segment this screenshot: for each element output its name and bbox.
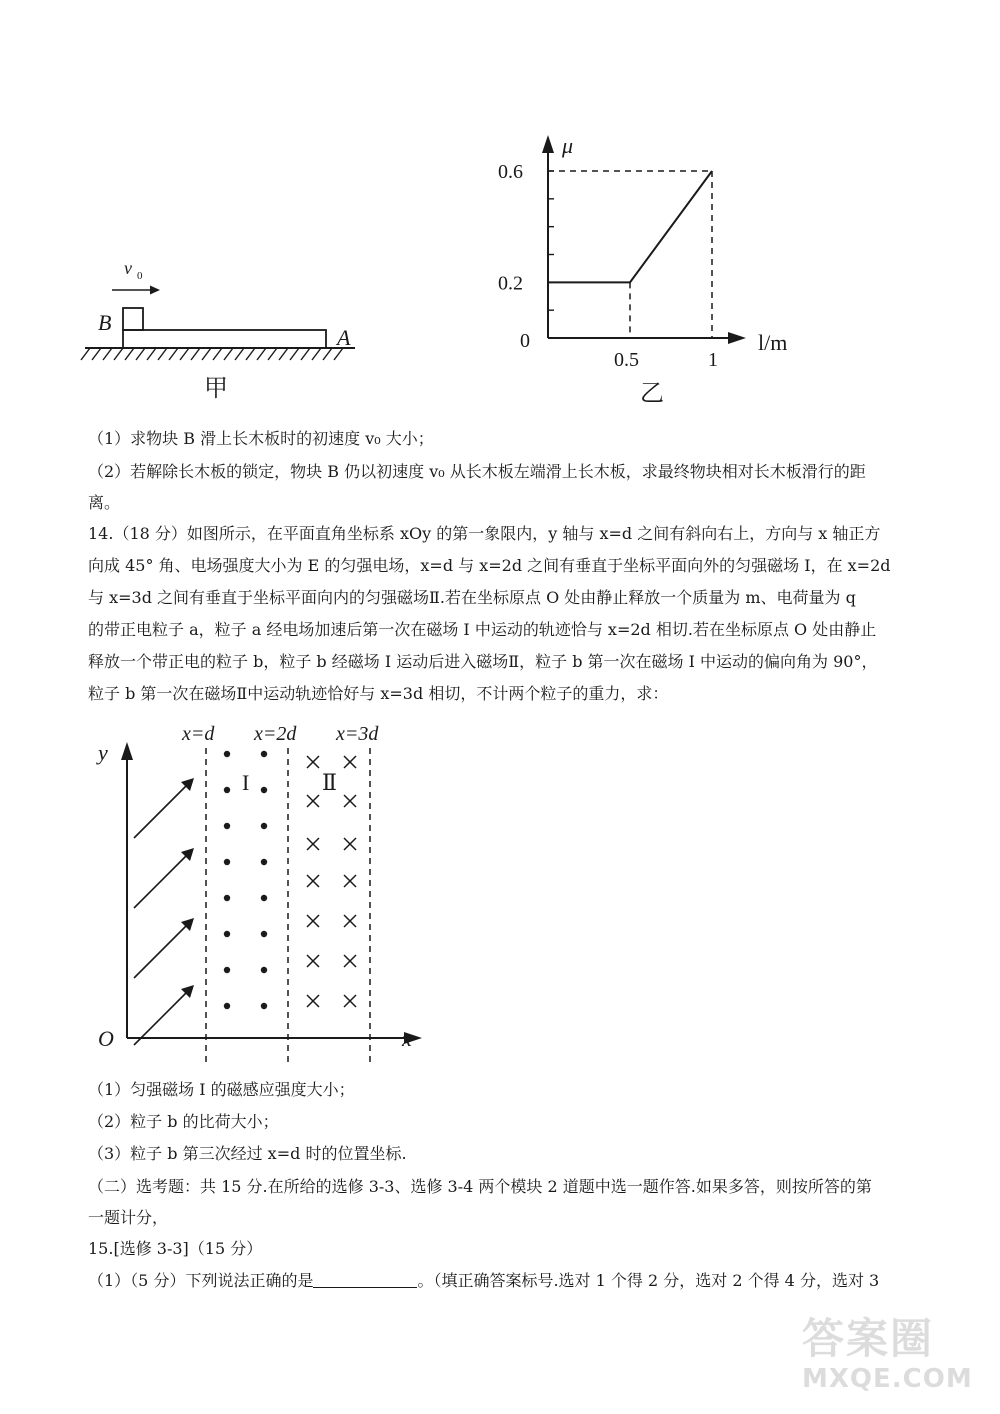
label-origin: O [98, 1026, 114, 1051]
q14-sub3: （3）粒子 b 第三次经过 x=d 时的位置坐标. [88, 1144, 407, 1163]
figure-jia [80, 250, 380, 410]
label-x: x [402, 1026, 412, 1051]
figure-yi-chart [490, 125, 820, 415]
ground-hatch-line [301, 348, 310, 360]
field-out-dot [224, 787, 230, 793]
ground-hatch-line [312, 348, 321, 360]
region-1-label: I [242, 770, 250, 795]
q14-line5: 释放一个带正电的粒子 b，粒子 b 经磁场 I 运动后进入磁场Ⅱ，粒子 b 第一次在磁场 I 中运动的偏向角为 90°， [88, 652, 878, 671]
q14-line6: 粒子 b 第一次在磁场Ⅱ中运动轨迹恰好与 x=3d 相切，不计两个粒子的重力，求： [88, 684, 669, 703]
q15-title: 15.[选修 3-3]（15 分） [88, 1239, 263, 1258]
field-out-dot [224, 1003, 230, 1009]
y-axis-label: μ [562, 133, 574, 158]
field-out-dot [261, 823, 267, 829]
q14-line1: 14.（18 分）如图所示，在平面直角坐标系 xOy 的第一象限内，y 轴与 x=d 之间有斜向右上，方向与 x 轴正方 [88, 524, 881, 543]
watermark-url: MXQE.COM [802, 1364, 973, 1394]
field-out-dot [224, 895, 230, 901]
field-out-dot [224, 823, 230, 829]
watermark-logo [802, 1314, 982, 1404]
field-out-dot [224, 931, 230, 937]
ground-hatch-line [257, 348, 266, 360]
y-axis-arrow [542, 135, 554, 153]
q15-sub1 [88, 1270, 879, 1292]
field-out-dot [224, 859, 230, 865]
q14-sub2: （2）粒子 b 的比荷大小； [88, 1112, 279, 1131]
origin-label: 0 [520, 330, 530, 352]
ground-hatch-line [224, 348, 233, 360]
ground-hatch-line [191, 348, 200, 360]
q15-sub1-suffix: 。（填正确答案标号.选对 1 个得 2 分，选对 2 个得 4 分，选对 3 [417, 1271, 880, 1290]
ground-hatch-line [169, 348, 178, 360]
x-tick-label: 0.5 [614, 349, 639, 371]
v0-subscript: 0 [137, 270, 143, 282]
section2-line2: 一题计分， [88, 1208, 169, 1227]
e-field-line [134, 926, 186, 978]
q13-sub2-line2: 离。 [88, 493, 121, 512]
q13-sub1: （1）求物块 B 滑上长木板时的初速度 v₀ 大小； [88, 429, 434, 448]
caption-jia: 甲 [204, 376, 228, 402]
v0-label: v [124, 258, 132, 278]
label-x-d: x=d [182, 723, 215, 745]
ground-hatch-line [81, 348, 90, 360]
ground-hatch-line [213, 348, 222, 360]
region-2-label: Ⅱ [322, 770, 337, 795]
label-x-3d: x=3d [336, 723, 379, 745]
x-axis-arrow [728, 332, 746, 344]
field-out-dot [261, 751, 267, 757]
ground-hatch-line [114, 348, 123, 360]
q14-field-figure [90, 718, 430, 1063]
label-x-2d: x=2d [254, 723, 297, 745]
field-out-dot [261, 931, 267, 937]
field-out-dot [224, 967, 230, 973]
field-out-dot [261, 859, 267, 865]
y-tick-label: 0.2 [498, 272, 523, 295]
q14-line4: 的带正电粒子 a，粒子 a 经电场加速后第一次在磁场 I 中运动的轨迹恰与 x=2d 相切.若在坐标原点 O 处由静止 [88, 620, 877, 639]
long-board [123, 330, 326, 348]
q14-line3: 与 x=3d 之间有垂直于坐标平面向内的匀强磁场Ⅱ.若在坐标原点 O 处由静止释放一个质量为 m、电荷量为 q [88, 588, 856, 607]
field-out-dot [261, 967, 267, 973]
field-out-dot [261, 787, 267, 793]
ground-hatch-line [92, 348, 101, 360]
label-b: B [98, 310, 112, 335]
ground-hatch-line [158, 348, 167, 360]
ground-hatch-line [323, 348, 332, 360]
ground-hatch-line [235, 348, 244, 360]
series-line-mu [548, 171, 712, 282]
field-out-dot [261, 1003, 267, 1009]
ground-hatch-line [202, 348, 211, 360]
e-field-line [134, 786, 186, 838]
ground-hatch-line [103, 348, 112, 360]
field-out-dot [261, 895, 267, 901]
ground-hatch-line [246, 348, 255, 360]
q13-sub2-line1: （2）若解除长木板的锁定，物块 B 仍以初速度 v₀ 从长木板左端滑上长木板，求最终物块相对长木板滑行的距 [88, 462, 866, 481]
y-axis-arrow [121, 742, 133, 760]
q14-sub1: （1）匀强磁场 I 的磁感应强度大小； [88, 1080, 355, 1099]
ground-hatch-line [136, 348, 145, 360]
ground-hatch-line [147, 348, 156, 360]
caption-yi: 乙 [640, 381, 664, 407]
x-axis-label: l/m [758, 330, 788, 355]
y-tick-label: 0.6 [498, 161, 523, 183]
ground-hatch-line [180, 348, 189, 360]
block-b [123, 308, 143, 330]
label-a: A [337, 325, 351, 350]
ground-hatch-line [268, 348, 277, 360]
field-out-dot [224, 751, 230, 757]
q15-sub1-prefix: （1）（5 分）下列说法正确的是 [88, 1271, 314, 1290]
ground-hatch-line [279, 348, 288, 360]
section2-line1: （二）选考题：共 15 分.在所给的选修 3-3、选修 3-4 两个模块 2 道题中选一题作答.如果多答，则按所答的第 [88, 1177, 872, 1196]
x-tick-label: 1 [708, 349, 718, 371]
ground-hatch-line [125, 348, 134, 360]
ground-hatch-line [290, 348, 299, 360]
e-field-line [134, 856, 186, 908]
watermark-text: 答案圈 [802, 1314, 935, 1363]
q14-line2: 向成 45° 角、电场强度大小为 E 的匀强电场，x=d 与 x=2d 之间有垂直于坐标平面向外的匀强磁场 I，在 x=2d [88, 556, 891, 575]
answer-blank[interactable] [313, 1271, 417, 1288]
label-y: y [98, 740, 108, 765]
